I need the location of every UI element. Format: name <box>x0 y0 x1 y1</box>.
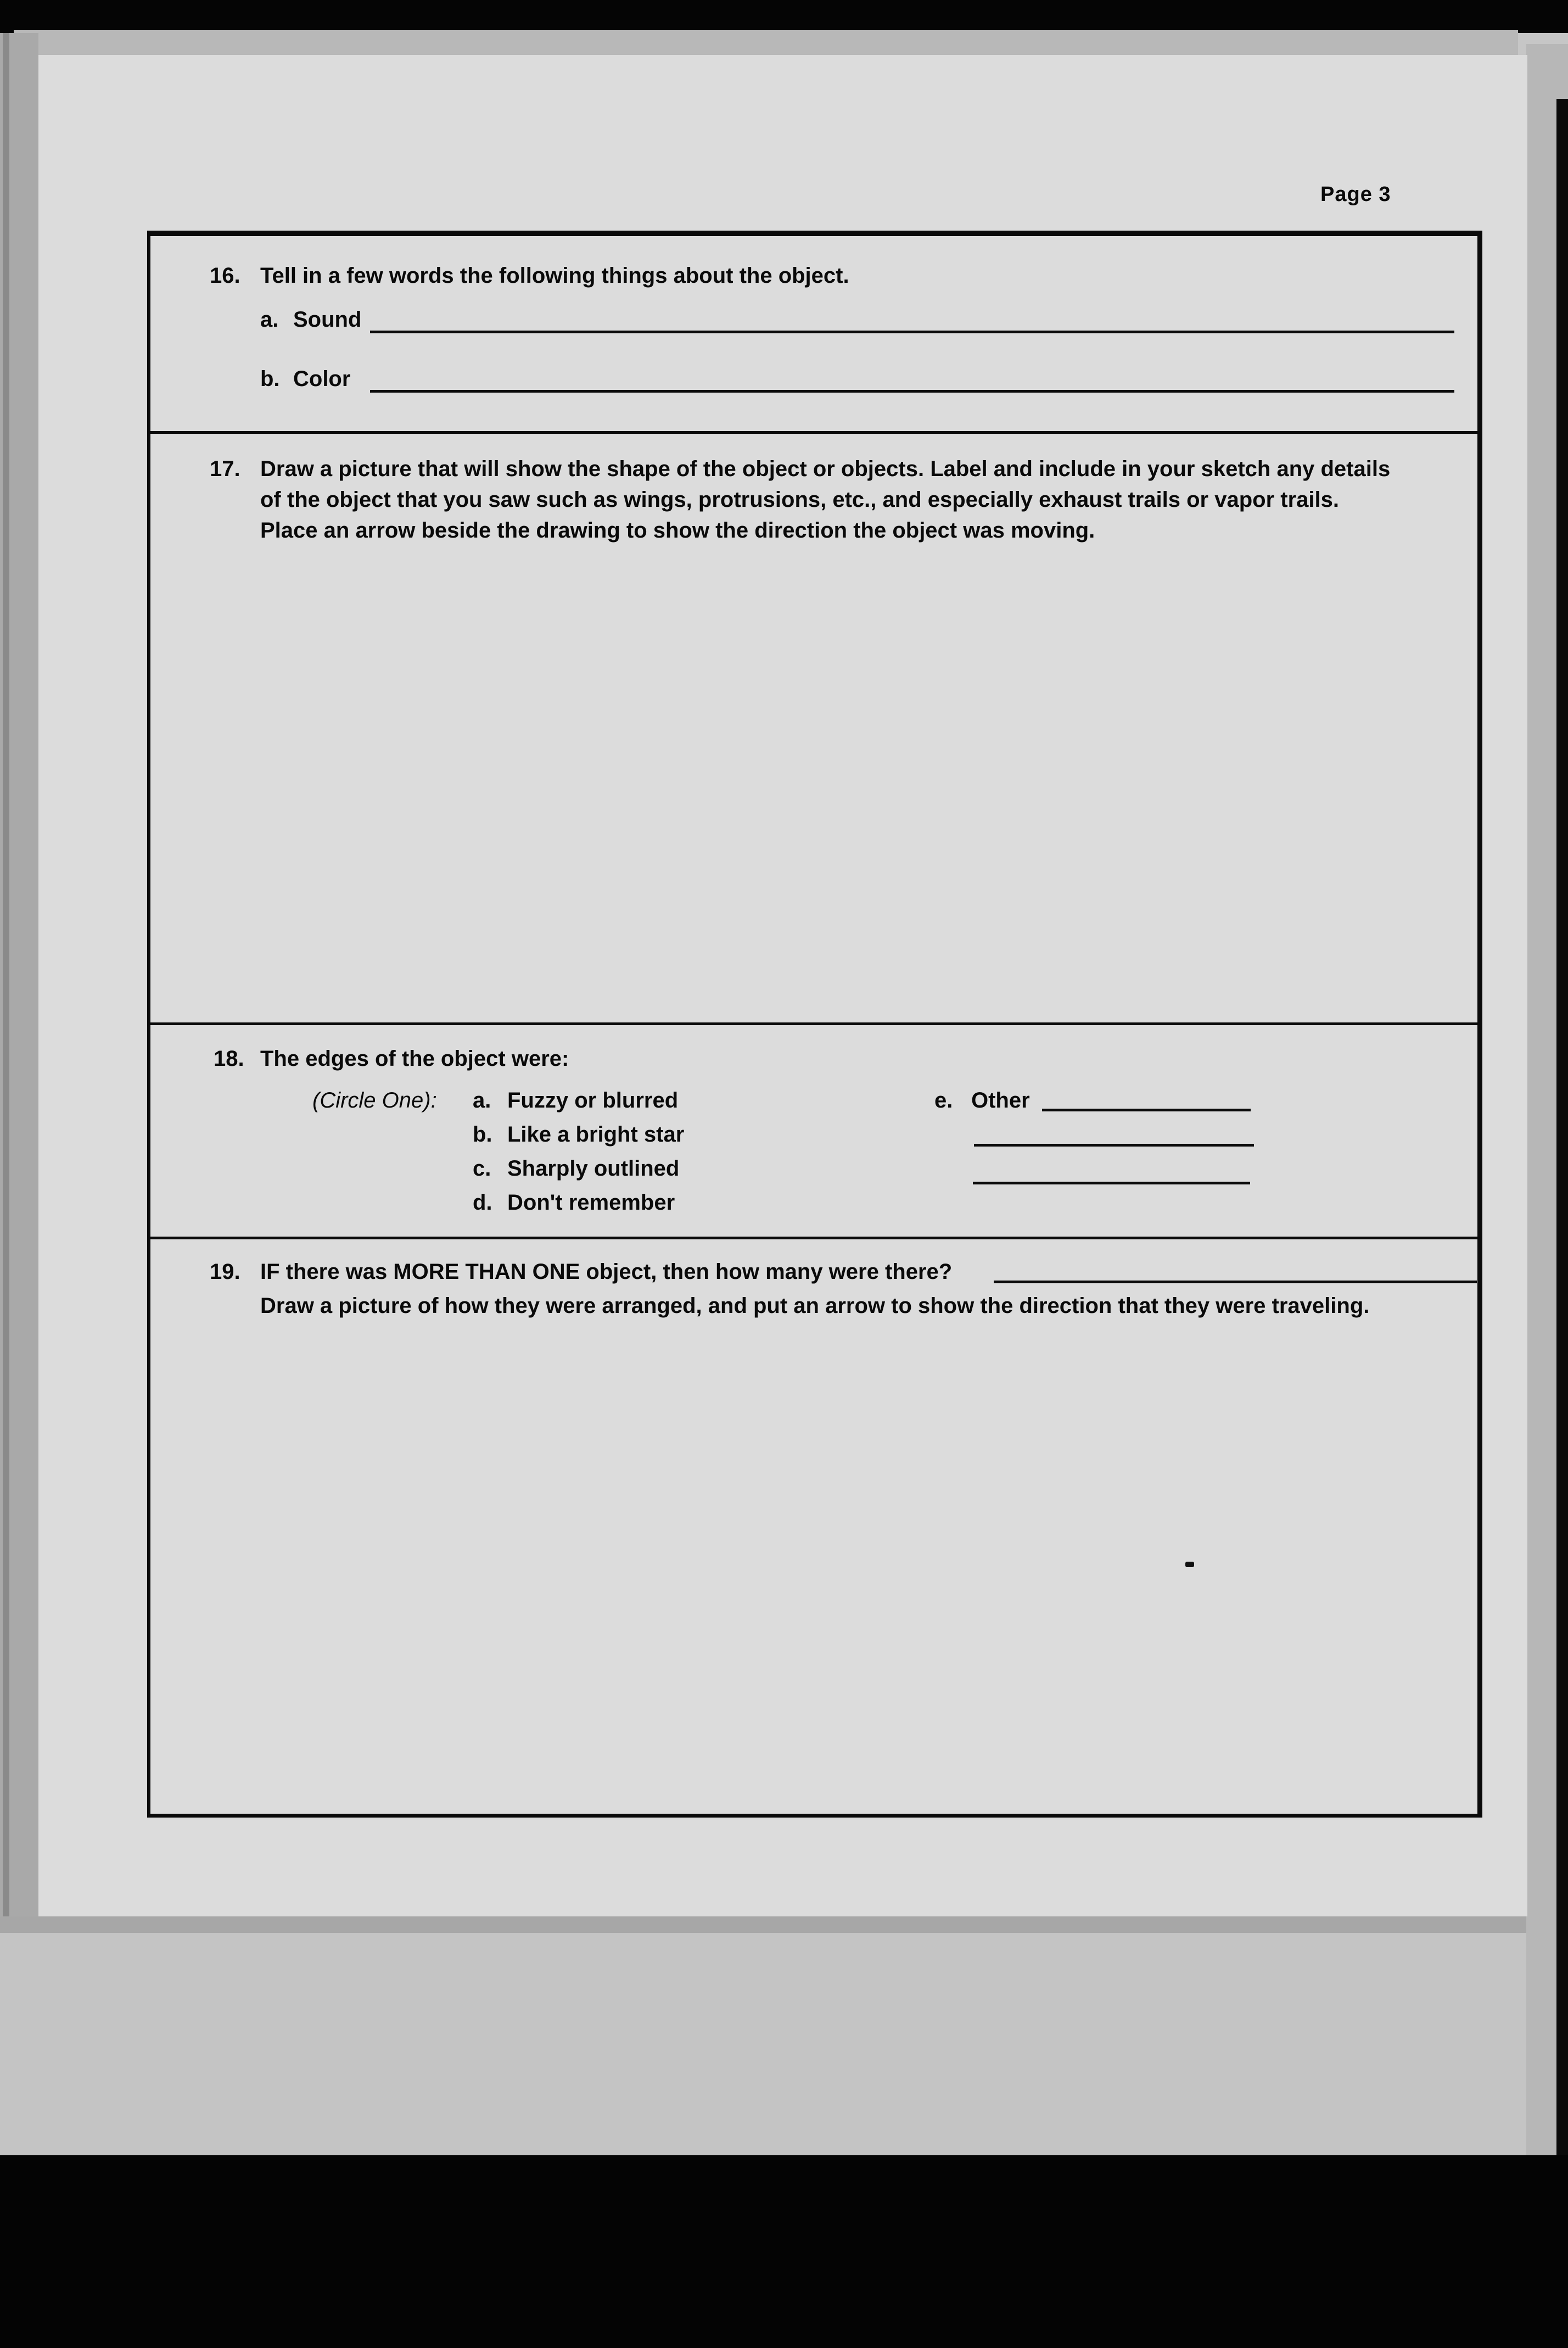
option-label: Like a bright star <box>507 1122 685 1147</box>
scan-bottom-band <box>0 2155 1568 2348</box>
option-letter: e. <box>934 1088 953 1112</box>
option-label: Sharply outlined <box>507 1156 680 1181</box>
question-number: 17. <box>210 457 240 481</box>
sound-answer-line[interactable] <box>370 331 1454 333</box>
other-answer-line-2[interactable] <box>974 1144 1254 1147</box>
option-label: Don't remember <box>507 1190 675 1215</box>
other-answer-line[interactable] <box>1042 1109 1251 1111</box>
question-line: Place an arrow beside the drawing to show the direction the object was moving. <box>260 518 1095 543</box>
page-number: Page 3 <box>1320 183 1391 206</box>
field-letter: a. <box>260 308 279 332</box>
question-line: IF there was MORE THAN ONE object, then how many were there? <box>260 1260 953 1284</box>
question-prompt: Tell in a few words the following things about the object. <box>260 264 849 288</box>
question-line: of the object that you saw such as wings, protrusions, etc., and especially exhaust trails or vapor trails. <box>260 488 1339 512</box>
section-divider <box>150 431 1477 434</box>
option-letter: b. <box>473 1122 492 1147</box>
field-label-sound: Sound <box>293 308 362 332</box>
option-label: Fuzzy or blurred <box>507 1088 679 1112</box>
scan-top-band <box>0 0 1568 33</box>
object-count-line[interactable] <box>994 1281 1477 1283</box>
field-letter: b. <box>260 367 280 391</box>
question-prompt: The edges of the object were: <box>260 1047 569 1071</box>
question-number: 19. <box>210 1260 240 1284</box>
underlying-sheet <box>0 1933 1526 2155</box>
question-number: 16. <box>210 264 240 288</box>
field-label-color: Color <box>293 367 351 391</box>
color-answer-line[interactable] <box>370 390 1454 393</box>
scan-right-edge-dark <box>1556 99 1568 2155</box>
paper-top-shadow <box>14 30 1518 55</box>
question-line: Draw a picture of how they were arranged, and put an arrow to show the direction that they were traveling. <box>260 1294 1370 1318</box>
option-label: Other <box>971 1088 1030 1112</box>
scan-left-edge-shadow <box>3 33 9 1916</box>
shape-sketch-area[interactable] <box>156 560 1474 1016</box>
section-divider <box>150 1022 1477 1025</box>
other-answer-line-3[interactable] <box>973 1182 1250 1184</box>
ink-speck <box>1185 1562 1194 1567</box>
option-letter: d. <box>473 1190 492 1215</box>
option-letter: a. <box>473 1088 491 1112</box>
circle-one-instruction: (Circle One): <box>312 1088 437 1112</box>
section-divider <box>150 1237 1477 1239</box>
questionnaire-form <box>147 231 1482 1818</box>
question-number: 18. <box>214 1047 244 1071</box>
paper-bottom-shadow <box>0 1916 1526 1933</box>
question-line: Draw a picture that will show the shape of the object or objects. Label and include in your sketch any details <box>260 457 1391 481</box>
option-letter: c. <box>473 1156 491 1181</box>
arrangement-sketch-area[interactable] <box>156 1334 1474 1807</box>
